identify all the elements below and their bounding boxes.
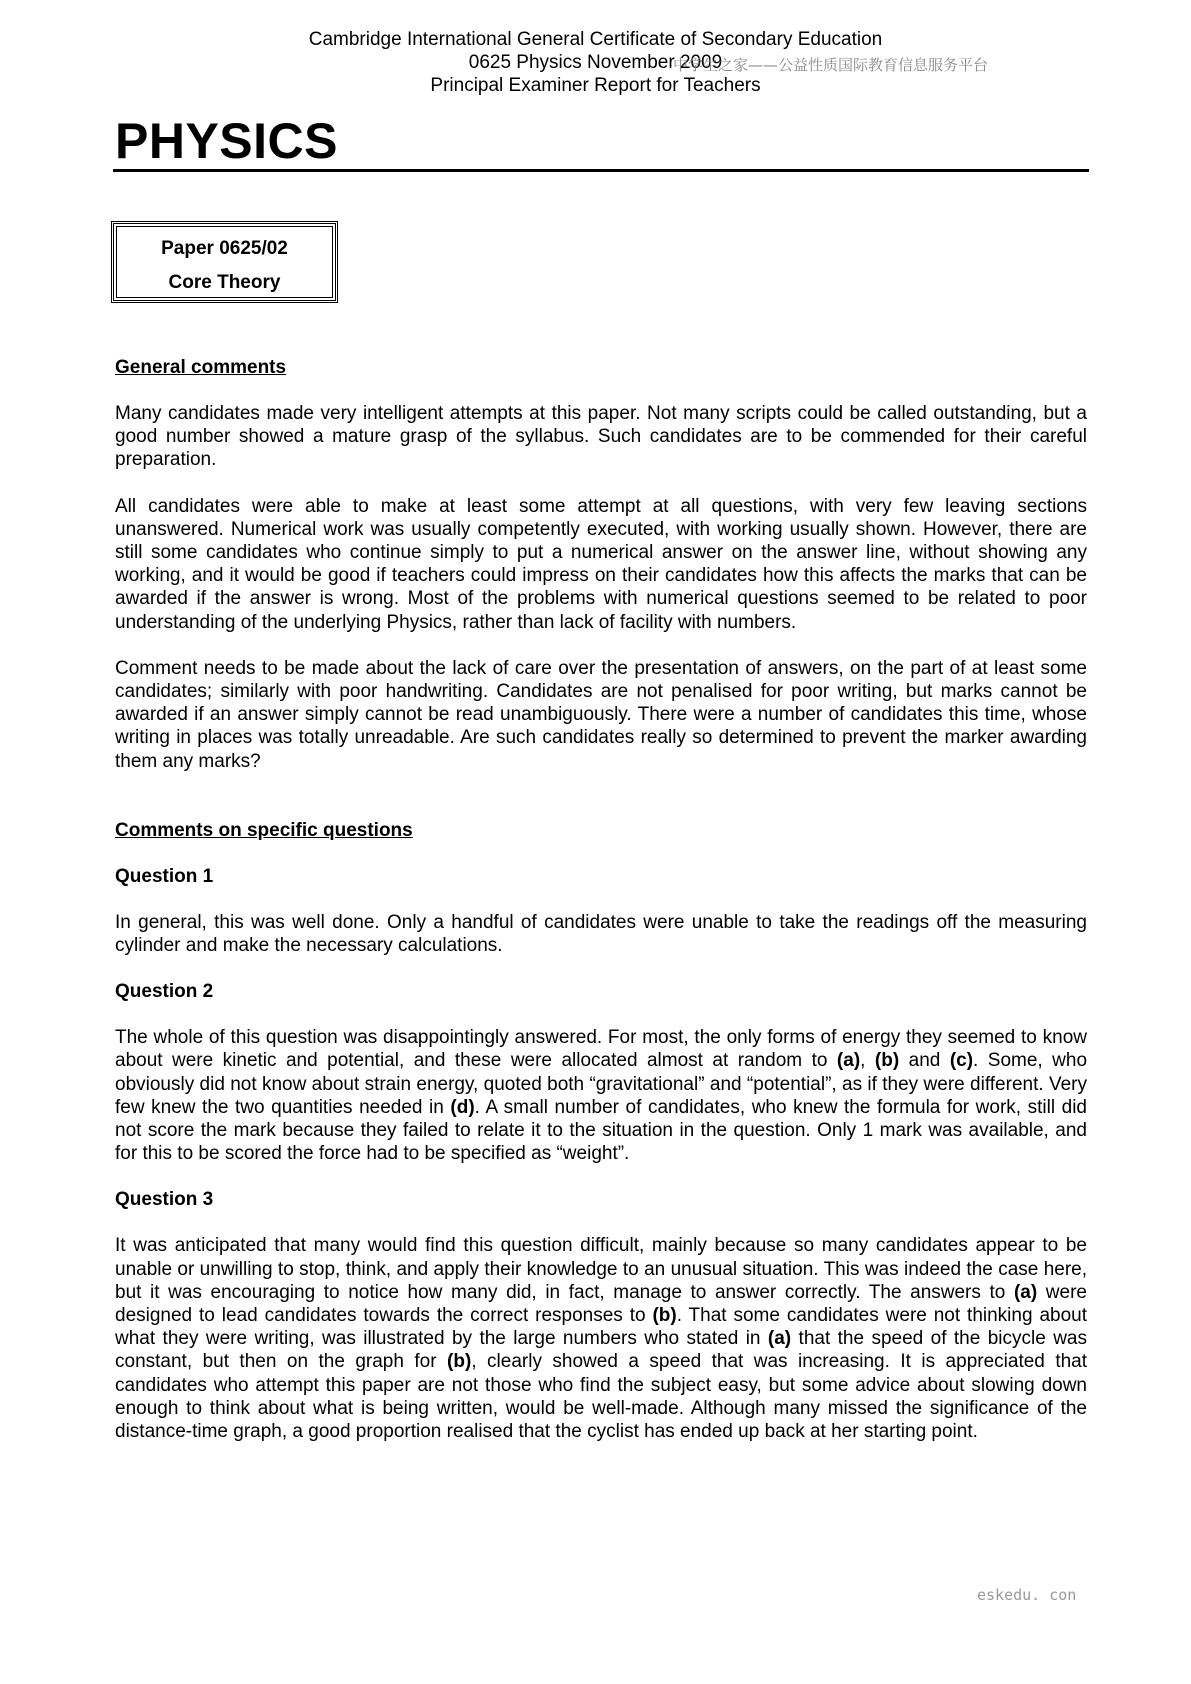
q2-ref-d: (d) (450, 1096, 475, 1118)
q3-text-3: . That some candidates were not thinking about what they were writing, was illustrated by the large numbers who stated in (115, 1305, 1087, 1350)
q3-ref-b-2: (b) (447, 1351, 472, 1373)
q3-text-1: It was anticipated that many would find this question difficult, mainly because so many candidates appear to be unable or unwilling to stop, think, and apply their knowledge to an unusual situation. This was indeed the case here, but it was encouraging to notice how many did, in fact, manage to answer correctly. The answers to (115, 1235, 1087, 1303)
q2-text-4: . Some, who obviously did not know about strain energy, quoted both “gravitational” and “potential”, as if they were different. Very few knew the two quantities needed in (115, 1050, 1088, 1118)
q2-text-2: , (860, 1050, 875, 1072)
paper-box (111, 221, 338, 303)
q3-ref-a-2: (a) (767, 1328, 792, 1350)
question-3-title: Question 3 (115, 1189, 214, 1211)
q2-text-3: and (899, 1050, 950, 1072)
general-paragraph-2: All candidates were able to make at least some attempt at all questions, with very few leaving sections unanswered. Numerical work was usually competently executed, with working usually shown. However, there are still some candidates who continue simply to put a numerical answer on the answer line, without showing any working, and it would be good if teachers could impress on their candidates how this affects the marks that can be awarded if the answer is wrong. Most of the problems with numerical questions seemed to be related to poor understanding of the underlying Physics, rather than lack of facility with numbers. (115, 495, 1087, 633)
footer-watermark: eskedu. con (977, 1586, 1077, 1604)
general-paragraph-3: Comment needs to be made about the lack of care over the presentation of answers, on the part of at least some candidates; similarly with poor handwriting. Candidates are not penalised for poor writing, but marks cannot be awarded if an answer simply cannot be read unambiguously. There were a number of candidates this time, whose writing in places was totally unreadable. Are such candidates really so determined to prevent the marker awarding them any marks? (115, 657, 1087, 772)
q3-ref-a-1: (a) (1013, 1281, 1038, 1303)
paper-code: Paper 0625/02 (161, 238, 288, 259)
question-1-title: Question 1 (115, 865, 214, 887)
q3-text-5: , clearly showed a speed that was increasing. It is appreciated that candidates who attempt this paper are not those who find the subject easy, but some advice about slowing down enough to think about what is being written, would be well-made. Although many missed the significance of the distance-time graph, a good proportion realised that the cyclist has ended up back at her starting point. (115, 1351, 1088, 1443)
q2-ref-b: (b) (874, 1050, 900, 1072)
question-2-text (115, 1026, 1087, 1165)
general-comments-heading: General comments (115, 357, 287, 378)
header-line-3: Principal Examiner Report for Teachers (430, 75, 761, 96)
q2-ref-c: (c) (949, 1050, 974, 1072)
header-line-1: Cambridge International General Certificate of Secondary Education (308, 29, 883, 50)
question-3-text (115, 1234, 1087, 1443)
paper-box-inner (116, 226, 333, 298)
paper-title: Core Theory (168, 272, 281, 293)
q3-text-4: that the speed of the bicycle was constant, but then on the graph for (115, 1328, 1087, 1373)
question-2-title: Question 2 (115, 981, 214, 1003)
header-line-2-text: 0625 Physics November 2009 (468, 52, 723, 73)
question-1-text: In general, this was well done. Only a handful of candidates were unable to take the readings off the measuring cylinder and make the necessary calculations. (115, 911, 1087, 957)
subject-title: PHYSICS (115, 113, 339, 169)
q3-text-2: were designed to lead candidates towards the correct responses to (115, 1281, 1087, 1327)
q2-text-5: . A small number of candidates, who knew the formula for work, still did not score the mark because they failed to relate it to the situation in the question. Only 1 mark was available, and for this to be scored the force had to be specified as “weight”. (115, 1096, 1087, 1165)
q2-text-1: The whole of this question was disappointingly answered. For most, the only forms of energy they seemed to know about were kinetic and potential, and these were allocated almost at random to (115, 1027, 1087, 1072)
header-line-2 (0, 51, 1191, 74)
report-body (115, 356, 1087, 1466)
q3-ref-b-1: (b) (652, 1305, 677, 1327)
title-rule (113, 169, 1089, 172)
q2-ref-a: (a) (836, 1050, 861, 1072)
specific-comments-heading: Comments on specific questions (115, 819, 413, 841)
section-gap (115, 796, 1087, 819)
watermark-text: 中学生之家——公益性质国际教育信息服务平台 (673, 56, 989, 74)
general-paragraph-1: Many candidates made very intelligent attempts at this paper. Not many scripts could be called outstanding, but a good number showed a mature grasp of the syllabus. Such candidates are to be commended for their careful preparation. (115, 403, 1087, 471)
